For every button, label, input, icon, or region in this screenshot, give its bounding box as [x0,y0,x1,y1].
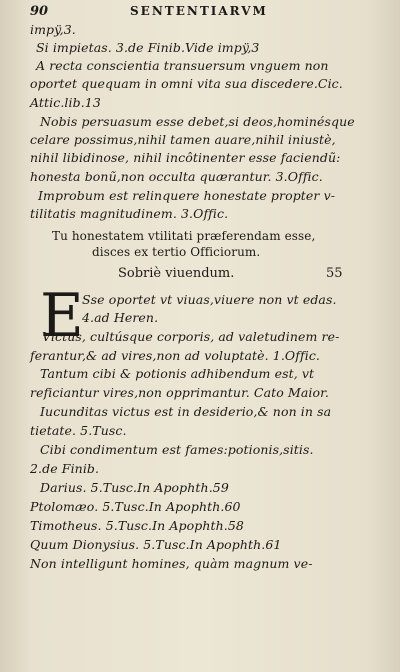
text-line: honesta bonũ,non occulta quærantur. 3.Offic. [30,169,323,184]
text-line: A recta conscientia transuersum vnguem non [36,58,329,73]
text-line: 4.ad Heren. [82,310,159,325]
text-line: 2.de Finib. [30,461,100,476]
page-header [30,4,370,20]
text-line: Tantum cibi & potionis adhibendum est, vt [40,366,315,381]
text-line: Victus, cultúsque corporis, ad valetudinem re- [42,329,340,344]
text-line: Tu honestatem vtilitati præferendam esse, [52,229,316,243]
text-line: Iucunditas victus est in desiderio,& non in sa [40,404,332,419]
text-line: disces ex tertio Officiorum. [92,245,261,259]
text-line: Non intelligunt homines, quàm magnum ve- [30,556,313,571]
text-line: Quum Dionysius. 5.Tusc.In Apophth.61 [30,537,282,552]
text-line: impÿ,3. [30,22,76,37]
text-line: Timotheus. 5.Tusc.In Apophth.58 [30,518,244,533]
text-line: nihil libidinose, nihil incôtinenter esse faciendũ: [30,150,341,165]
text-line: Cibi condimentum est fames:potionis,sitis. [40,442,314,457]
text-line: ferantur,& ad vires,non ad voluptatè. 1.Offic. [30,348,321,363]
text-line: Si impietas. 3.de Finib.Vide impÿ,3 [36,40,260,55]
text-line: celare possimus,nihil tamen auare,nihil iniustè, [30,132,336,147]
text-line: tietate. 5.Tusc. [30,423,127,438]
text-line: Ptolomæo. 5.Tusc.In Apophth.60 [30,499,241,514]
running-head: SENTENTIARVM [130,4,268,18]
text-line: tilitatis magnitudinem. 3.Offic. [30,206,229,221]
section-heading: Sobriè viuendum. [118,266,235,281]
text-line: Improbum est relinquere honestate propter v- [38,188,336,203]
text-line: Sse oportet vt viuas,viuere non vt edas. [82,292,337,307]
section-number: 55 [326,266,343,281]
text-line: reficiantur vires,non opprimantur. Cato Maior. [30,385,329,400]
drop-cap: E [40,281,84,351]
text-line: oportet quequam in omni vita sua discedere.Cic. [30,76,343,91]
text-line: Darius. 5.Tusc.In Apophth.59 [40,480,229,495]
page-number: 90 [30,4,49,19]
text-line: Nobis persuasum esse debet,si deos,hominésque [40,114,355,129]
text-line: Attic.lib.13 [30,95,101,110]
